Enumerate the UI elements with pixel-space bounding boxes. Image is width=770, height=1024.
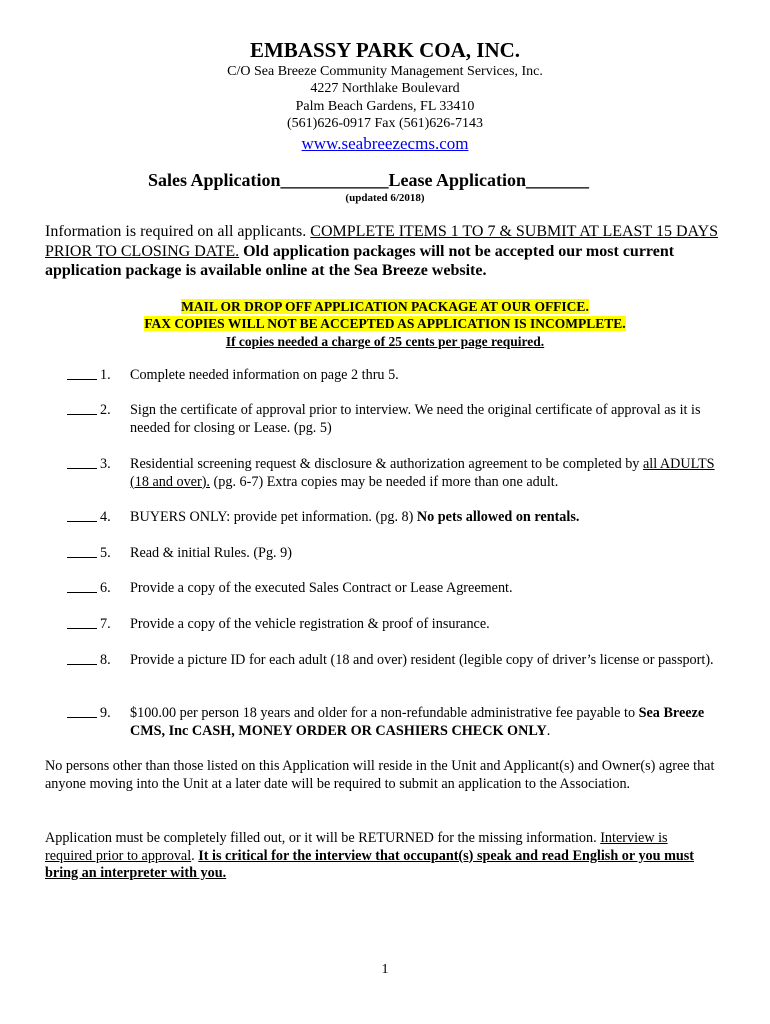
item-number: 6.: [100, 580, 111, 596]
lease-application-blank[interactable]: _______: [526, 170, 590, 190]
intro-paragraph: [45, 222, 735, 281]
item-number: 5.: [100, 545, 111, 561]
item-text: $100.00 per person 18 years and older for a non-refundable administrative fee payable to Sea Breeze CMS, Inc CASH, MONEY ORDER OR CASHIERS CHECK ONLY.: [130, 705, 705, 739]
application-type-row: [148, 170, 589, 191]
checklist-blank[interactable]: [67, 367, 97, 380]
checklist-blank[interactable]: [67, 580, 97, 593]
item-text: Residential screening request & disclosure & authorization agreement to be completed by all ADULTS (18 and over). (pg. 6-7) Extra copies may be needed if more than one adult.: [130, 456, 715, 490]
checklist-blank[interactable]: [67, 402, 97, 415]
occupancy-paragraph: No persons other than those listed on this Application will reside in the Unit and Applicant(s) and Owner(s) agree that anyone moving into the Unit at a later date will be required to submit an application to the Association.: [45, 758, 715, 792]
notice-mail-line: MAIL OR DROP OFF APPLICATION PACKAGE AT OUR OFFICE.: [181, 299, 589, 314]
checklist-item: [67, 616, 727, 635]
item-number: 4.: [100, 509, 111, 525]
item-number: 3.: [100, 456, 111, 472]
item-text: Provide a picture ID for each adult (18 and over) resident (legible copy of driver’s license or passport).: [130, 652, 714, 668]
checklist-item: [67, 545, 727, 564]
item-text: Provide a copy of the vehicle registration & proof of insurance.: [130, 616, 490, 632]
notice-fax-line: FAX COPIES WILL NOT BE ACCEPTED AS APPLICATION IS INCOMPLETE.: [144, 316, 626, 331]
checklist-blank[interactable]: [67, 456, 97, 469]
address-line-2: 4227 Northlake Boulevard: [310, 81, 460, 96]
address-line-1: C/O Sea Breeze Community Management Services, Inc.: [227, 64, 543, 79]
checklist-blank[interactable]: [67, 545, 97, 558]
item-number: 8.: [100, 652, 111, 668]
checklist-item: [67, 402, 727, 436]
sales-application-label: Sales Application: [148, 170, 281, 190]
checklist-item: [67, 509, 727, 528]
item-number: 1.: [100, 367, 111, 383]
sales-application-blank[interactable]: ____________: [280, 170, 389, 190]
updated-date: (updated 6/2018): [345, 192, 425, 204]
checklist-item: [67, 456, 727, 490]
address-line-3: Palm Beach Gardens, FL 33410: [295, 99, 475, 114]
page-number: 1: [381, 962, 389, 977]
checklist-item: [67, 580, 727, 599]
intro-text: Information is required on all applicants.: [45, 223, 311, 240]
item-text: Provide a copy of the executed Sales Contract or Lease Agreement.: [130, 580, 513, 596]
item-text: Complete needed information on page 2 thru 5.: [130, 367, 399, 383]
item-number: 7.: [100, 616, 111, 632]
checklist-blank[interactable]: [67, 509, 97, 522]
website-link[interactable]: www.seabreezecms.com: [301, 134, 469, 153]
item-text: Sign the certificate of approval prior to interview. We need the original certificate of approval as it is needed for closing or Lease. (pg. 5): [130, 402, 701, 436]
item-text: Read & initial Rules. (Pg. 9): [130, 545, 292, 561]
phone-fax-line: (561)626-0917 Fax (561)626-7143: [287, 116, 483, 131]
item-number: 9.: [100, 705, 111, 721]
completion-paragraph: Application must be completely filled out, or it will be RETURNED for the missing information. Interview is required prior to approval. It is critical for the interview that occupant(s) speak and read English or you must bring an interpreter with you.: [45, 830, 695, 881]
intro-warning: Old application packages will not be accepted our most current application package is available online at the Sea Breeze website.: [45, 242, 675, 279]
checklist-blank[interactable]: [67, 652, 97, 665]
lease-application-label: Lease Application: [388, 170, 527, 190]
item-number: 2.: [100, 402, 111, 418]
checklist-blank[interactable]: [67, 705, 97, 718]
intro-deadline: COMPLETE ITEMS 1 TO 7 & SUBMIT AT LEAST 15 DAYS PRIOR TO CLOSING DATE.: [45, 223, 719, 260]
item-text: BUYERS ONLY: provide pet information. (pg. 8) No pets allowed on rentals.: [130, 509, 580, 525]
company-title: EMBASSY PARK COA, INC.: [249, 38, 521, 62]
checklist-blank[interactable]: [67, 616, 97, 629]
notice-copies-line: If copies needed a charge of 25 cents per page required.: [225, 334, 545, 349]
checklist-item: [67, 705, 727, 739]
checklist-item: [67, 652, 727, 671]
checklist-item: [67, 367, 727, 386]
